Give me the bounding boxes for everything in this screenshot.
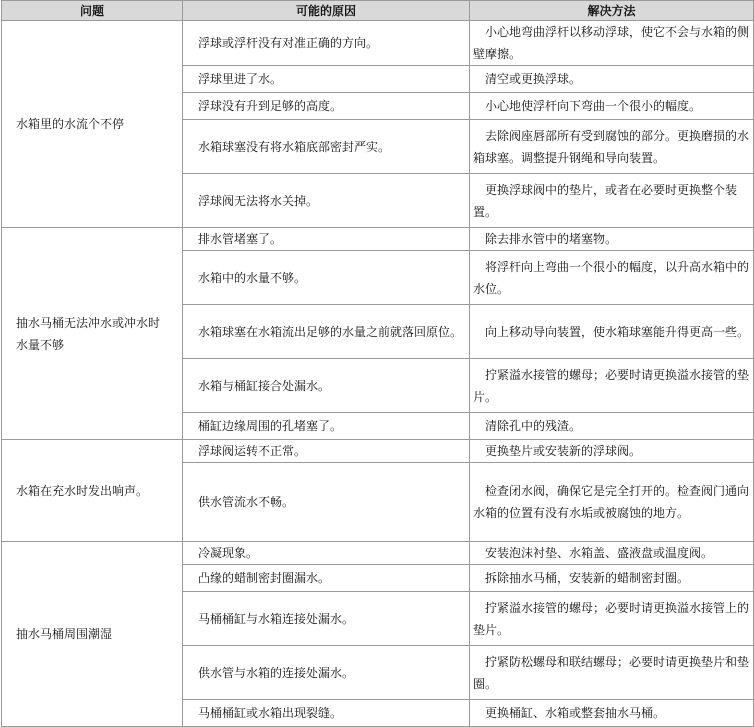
solution-cell	[470, 542, 754, 565]
table-row	[2, 228, 754, 251]
cause-cell	[183, 120, 470, 174]
solution-text: 更换桶缸、水箱或整套抽水马桶。	[485, 706, 666, 720]
solution-cell	[470, 359, 754, 413]
cause-cell	[183, 646, 470, 700]
solution-cell	[470, 93, 754, 120]
header-problem: 问题	[2, 1, 183, 21]
solution-text: 清空或更换浮球。	[485, 72, 582, 86]
cause-text: 浮球阀无法将水关掉。	[198, 193, 319, 208]
table-row	[2, 21, 754, 66]
cause-cell	[183, 413, 470, 440]
cause-cell	[183, 542, 470, 565]
solution-text: 拧紧溢水接管的螺母；必要时请更换溢水接管的垫片。	[473, 367, 750, 404]
cause-cell	[183, 565, 470, 592]
cause-text: 桶缸边缘周围的孔堵塞了。	[198, 419, 343, 433]
solution-cell	[470, 174, 754, 228]
solution-cell	[470, 646, 754, 700]
solution-text: 将浮杆向上弯曲一个很小的幅度，以升高水箱中的水位。	[473, 259, 750, 296]
cause-text: 凸缘的蜡制密封圈漏水。	[198, 571, 331, 585]
cause-text: 水箱中的水量不够。	[198, 270, 307, 285]
problem-cell: 水箱里的水流个不停	[2, 21, 183, 228]
solution-cell	[470, 592, 754, 646]
cause-cell	[183, 463, 470, 542]
cause-cell	[183, 359, 470, 413]
problem-cell: 抽水马桶无法冲水或冲水时水量不够	[2, 228, 183, 440]
solution-text: 拆除抽水马桶，安装新的蜡制密封圈。	[485, 571, 690, 585]
solution-text: 更换垫片或安装新的浮球阀。	[485, 444, 642, 458]
header-row	[2, 1, 754, 21]
cause-text: 水箱与桶缸接合处漏水。	[198, 378, 331, 393]
solution-cell	[470, 413, 754, 440]
cause-cell	[183, 251, 470, 305]
cause-cell	[183, 592, 470, 646]
cause-text: 冷凝现象。	[198, 546, 259, 560]
cause-cell	[183, 700, 470, 727]
table-row	[2, 440, 754, 463]
solution-text: 更换浮球阀中的垫片，或者在必要时更换整个装置。	[473, 182, 738, 219]
solution-text: 安装泡沫衬垫、水箱盖、盛液盘或温度阀。	[485, 546, 714, 560]
cause-text: 浮球里进了水。	[198, 72, 283, 86]
cause-cell	[183, 174, 470, 228]
solution-cell	[470, 251, 754, 305]
solution-cell	[470, 463, 754, 542]
cause-text: 马桶桶缸与水箱连接处漏水。	[198, 611, 355, 626]
solution-text: 除去排水管中的堵塞物。	[485, 232, 618, 246]
troubleshooting-table	[1, 0, 754, 727]
solution-cell	[470, 565, 754, 592]
cause-text: 水箱球塞没有将水箱底部密封严实。	[198, 139, 391, 154]
problem-cell: 水箱在充水时发出响声。	[2, 440, 183, 542]
solution-text: 清除孔中的残渣。	[485, 419, 582, 433]
cause-text: 供水管流水不畅。	[198, 495, 295, 509]
cause-text: 供水管与水箱的连接处漏水。	[198, 665, 355, 680]
cause-cell	[183, 440, 470, 463]
cause-text: 浮球或浮杆没有对准正确的方向。	[198, 36, 379, 50]
cause-text: 浮球阀运转不正常。	[198, 444, 307, 458]
solution-cell	[470, 440, 754, 463]
solution-text: 小心地弯曲浮杆以移动浮球，使它不会与水箱的侧壁摩擦。	[473, 25, 750, 61]
header-cause: 可能的原因	[183, 1, 470, 21]
solution-text: 小心地使浮杆向下弯曲一个很小的幅度。	[485, 99, 702, 113]
solution-text: 拧紧防松螺母和联结螺母；必要时请更换垫片和垫圈。	[473, 654, 750, 691]
solution-cell	[470, 66, 754, 93]
solution-cell	[470, 120, 754, 174]
cause-text: 浮球没有升到足够的高度。	[198, 99, 343, 113]
problem-cell: 抽水马桶周围潮湿	[2, 542, 183, 727]
solution-cell	[470, 700, 754, 727]
solution-text: 检查闭水阀，确保它是完全打开的。检查阀门通向水箱的位置有没有水垢或被腐蚀的地方。	[473, 484, 750, 520]
cause-cell	[183, 21, 470, 66]
cause-text: 水箱球塞在水箱流出足够的水量之前就落回原位。	[198, 324, 463, 339]
cause-cell	[183, 228, 470, 251]
table-row	[2, 542, 754, 565]
solution-text: 去除阀座唇部所有受到腐蚀的部分。更换磨损的水箱球塞。调整提升钢绳和导向装置。	[473, 128, 750, 165]
cause-cell	[183, 66, 470, 93]
header-solution: 解决方法	[470, 1, 754, 21]
solution-cell	[470, 228, 754, 251]
cause-text: 排水管堵塞了。	[198, 232, 283, 246]
cause-cell	[183, 305, 470, 359]
solution-cell	[470, 305, 754, 359]
solution-text: 拧紧溢水接管的螺母；必要时请更换溢水接管上的垫片。	[473, 600, 750, 637]
solution-text: 向上移动导向装置，使水箱球塞能升得更高一些。	[485, 324, 750, 339]
cause-cell	[183, 93, 470, 120]
cause-text: 马桶桶缸或水箱出现裂缝。	[198, 706, 343, 720]
solution-cell	[470, 21, 754, 66]
